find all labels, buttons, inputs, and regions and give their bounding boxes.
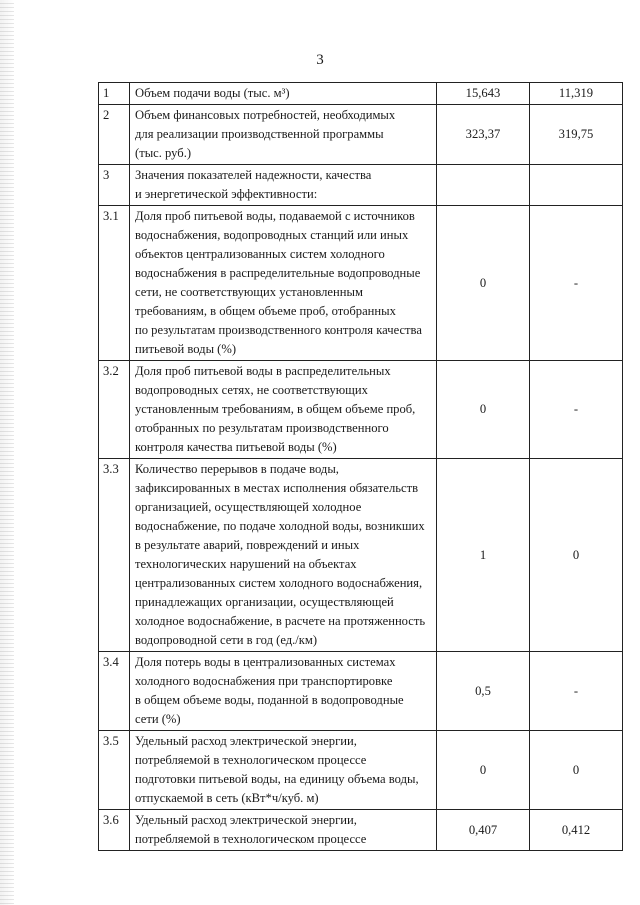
row-description: Доля проб питьевой воды в распределительных водопроводных сетях, не соответствующих установленным требованиям, в общем объеме проб, отобранных по результатам производственного контроля качества питьевой воды (%) xyxy=(130,361,437,459)
row-number: 3.5 xyxy=(99,731,130,810)
row-value-1: 0 xyxy=(437,361,530,459)
row-number: 3.1 xyxy=(99,206,130,361)
indicators-table xyxy=(98,82,623,851)
row-number: 3 xyxy=(99,165,130,206)
row-description: Значения показателей надежности, качества и энергетической эффективности: xyxy=(130,165,437,206)
row-value-2: - xyxy=(530,206,623,361)
row-number: 3.2 xyxy=(99,361,130,459)
row-description: Удельный расход электрической энергии, потребляемой в технологическом процессе подготовки питьевой воды, на единицу объема воды, отпускаемой в сеть (кВт*ч/куб. м) xyxy=(130,731,437,810)
row-number: 3.3 xyxy=(99,459,130,652)
row-value-2: 11,319 xyxy=(530,83,623,105)
row-description: Объем финансовых потребностей, необходимых для реализации производственной программы (тыс. руб.) xyxy=(130,105,437,165)
page-number: 3 xyxy=(316,52,324,68)
row-description: Доля проб питьевой воды, подаваемой с источников водоснабжения, водопроводных станций или иных объектов централизованных систем холодного водоснабжения в распределительные водопроводные сети, не соответствующих установленным требованиям, в общем объеме проб, отобранных по результатам производственного контроля качества питьевой воды (%) xyxy=(130,206,437,361)
row-value-1: 0 xyxy=(437,731,530,810)
row-value-2: - xyxy=(530,361,623,459)
row-number: 1 xyxy=(99,83,130,105)
table-row xyxy=(99,105,623,165)
row-description: Объем подачи воды (тыс. м³) xyxy=(130,83,437,105)
row-value-1: 0 xyxy=(437,206,530,361)
table-row xyxy=(99,731,623,810)
row-value-2 xyxy=(530,165,623,206)
row-value-2: - xyxy=(530,652,623,731)
scan-edge-artifact xyxy=(0,0,14,905)
row-number: 3.4 xyxy=(99,652,130,731)
table-row xyxy=(99,652,623,731)
row-value-2: 0 xyxy=(530,731,623,810)
row-description: Количество перерывов в подаче воды, зафиксированных в местах исполнения обязательств организацией, осуществляющей холодное водоснабжение, по подаче холодной воды, возникших в результате аварий, повреждений и иных технологических нарушений на объектах централизованных систем холодного водоснабжения, принадлежащих организации, осуществляющей холодное водоснабжение, в расчете на протяженность водопроводной сети в год (ед./км) xyxy=(130,459,437,652)
row-number: 2 xyxy=(99,105,130,165)
row-value-1: 0,407 xyxy=(437,810,530,851)
row-value-2: 319,75 xyxy=(530,105,623,165)
row-description: Доля потерь воды в централизованных системах холодного водоснабжения при транспортировке в общем объеме воды, поданной в водопроводные сети (%) xyxy=(130,652,437,731)
row-value-1: 1 xyxy=(437,459,530,652)
row-value-2: 0,412 xyxy=(530,810,623,851)
row-number: 3.6 xyxy=(99,810,130,851)
row-value-1: 15,643 xyxy=(437,83,530,105)
table-row xyxy=(99,361,623,459)
table-row xyxy=(99,165,623,206)
table-row xyxy=(99,810,623,851)
table-row xyxy=(99,83,623,105)
row-value-1 xyxy=(437,165,530,206)
row-value-1: 323,37 xyxy=(437,105,530,165)
row-value-2: 0 xyxy=(530,459,623,652)
table-row xyxy=(99,459,623,652)
row-description: Удельный расход электрической энергии, потребляемой в технологическом процессе xyxy=(130,810,437,851)
table-row xyxy=(99,206,623,361)
row-value-1: 0,5 xyxy=(437,652,530,731)
